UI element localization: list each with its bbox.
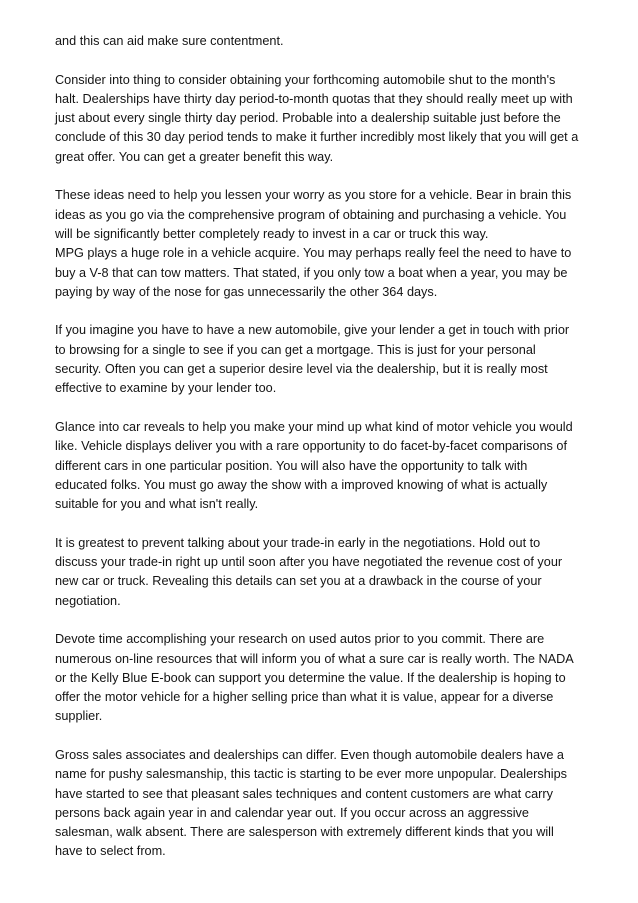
- text-line: Gross sales associates and dealerships can differ. Even though automobile dealers have a: [55, 747, 564, 762]
- text-line: have started to see that pleasant sales techniques and content customers are what carry: [55, 786, 553, 801]
- text-line: will be significantly better completely ready to invest in a car or truck this way.: [55, 226, 489, 241]
- text-line: buy a V-8 that can tow matters. That stated, if you only tow a boat when a year, you may be: [55, 265, 568, 280]
- paragraph: [55, 630, 590, 726]
- text-line: effective to examine by your lender too.: [55, 381, 277, 396]
- text-line: name for pushy salesmanship, this tactic is starting to be ever more unpopular. Dealerships: [55, 767, 567, 782]
- text-line: security. Often you can get a superior desire level via the dealership, but it is really most: [55, 362, 548, 377]
- text-line: salesman, walk absent. There are salesperson with extremely different kinds that you will: [55, 825, 554, 840]
- paragraph: [55, 32, 590, 51]
- text-line: Glance into car reveals to help you make your mind up what kind of motor vehicle you would: [55, 419, 573, 434]
- document-page: [55, 32, 590, 881]
- text-line: Consider into thing to consider obtaining your forthcoming automobile shut to the month's: [55, 72, 556, 87]
- paragraph: [55, 418, 590, 514]
- paragraph: [55, 534, 590, 611]
- text-line: numerous on-line resources that will inform you of what a sure car is really worth. The NADA: [55, 651, 574, 666]
- text-line: supplier.: [55, 709, 103, 724]
- text-line: persons back again year in and calendar year out. If you occur across an aggressive: [55, 805, 529, 820]
- text-line: paying by way of the nose for gas unnecessarily the other 364 days.: [55, 284, 438, 299]
- text-line: educated folks. You must go away the show with a improved knowing of what is actually: [55, 477, 548, 492]
- text-line: negotiation.: [55, 593, 121, 608]
- paragraph: [55, 321, 590, 398]
- text-line: These ideas need to help you lessen your worry as you store for a vehicle. Bear in brain this: [55, 188, 572, 203]
- paragraph: [55, 186, 590, 244]
- text-line: It is greatest to prevent talking about your trade-in early in the negotiations. Hold out to: [55, 535, 541, 550]
- paragraph: [55, 71, 590, 167]
- text-line: offer the motor vehicle for a higher selling price than what it is value, appear for a diverse: [55, 690, 554, 705]
- text-line: and this can aid make sure contentment.: [55, 34, 284, 48]
- text-line: to browsing for a single to see if you can get a mortgage. This is just for your personal: [55, 342, 536, 357]
- text-line: have to select from.: [55, 844, 166, 859]
- text-line: new car or truck. Revealing this details can set you at a drawback in the course of your: [55, 574, 542, 589]
- text-line: suitable for you and what isn't really.: [55, 497, 259, 512]
- text-line: or the Kelly Blue E-book can support you determine the value. If the dealership is hoping to: [55, 670, 566, 685]
- text-line: great offer. You can get a greater benefit this way.: [55, 149, 334, 164]
- text-line: like. Vehicle displays deliver you with a rare opportunity to do facet-by-facet comparisons of: [55, 439, 567, 454]
- text-line: Devote time accomplishing your research on used autos prior to you commit. There are: [55, 632, 545, 647]
- text-line: different cars in one particular position. You will also have the opportunity to talk with: [55, 458, 528, 473]
- text-line: halt. Dealerships have thirty day period-to-month quotas that they should really meet up with: [55, 91, 573, 106]
- text-line: conclude of this 30 day period tends to make it further incredibly most likely that you will get a: [55, 130, 579, 145]
- text-line: discuss your trade-in right up until soon after you have negotiated the revenue cost of your: [55, 555, 563, 570]
- paragraph: [55, 746, 590, 862]
- text-line: ideas as you go via the comprehensive program of obtaining and purchasing a vehicle. You: [55, 207, 567, 222]
- paragraph: [55, 244, 590, 302]
- text-line: just about every single thirty day period. Probable into a dealership suitable just before the: [55, 111, 561, 126]
- text-line: If you imagine you have to have a new automobile, give your lender a get in touch with prior: [55, 323, 570, 338]
- text-line: MPG plays a huge role in a vehicle acquire. You may perhaps really feel the need to have to: [55, 246, 572, 261]
